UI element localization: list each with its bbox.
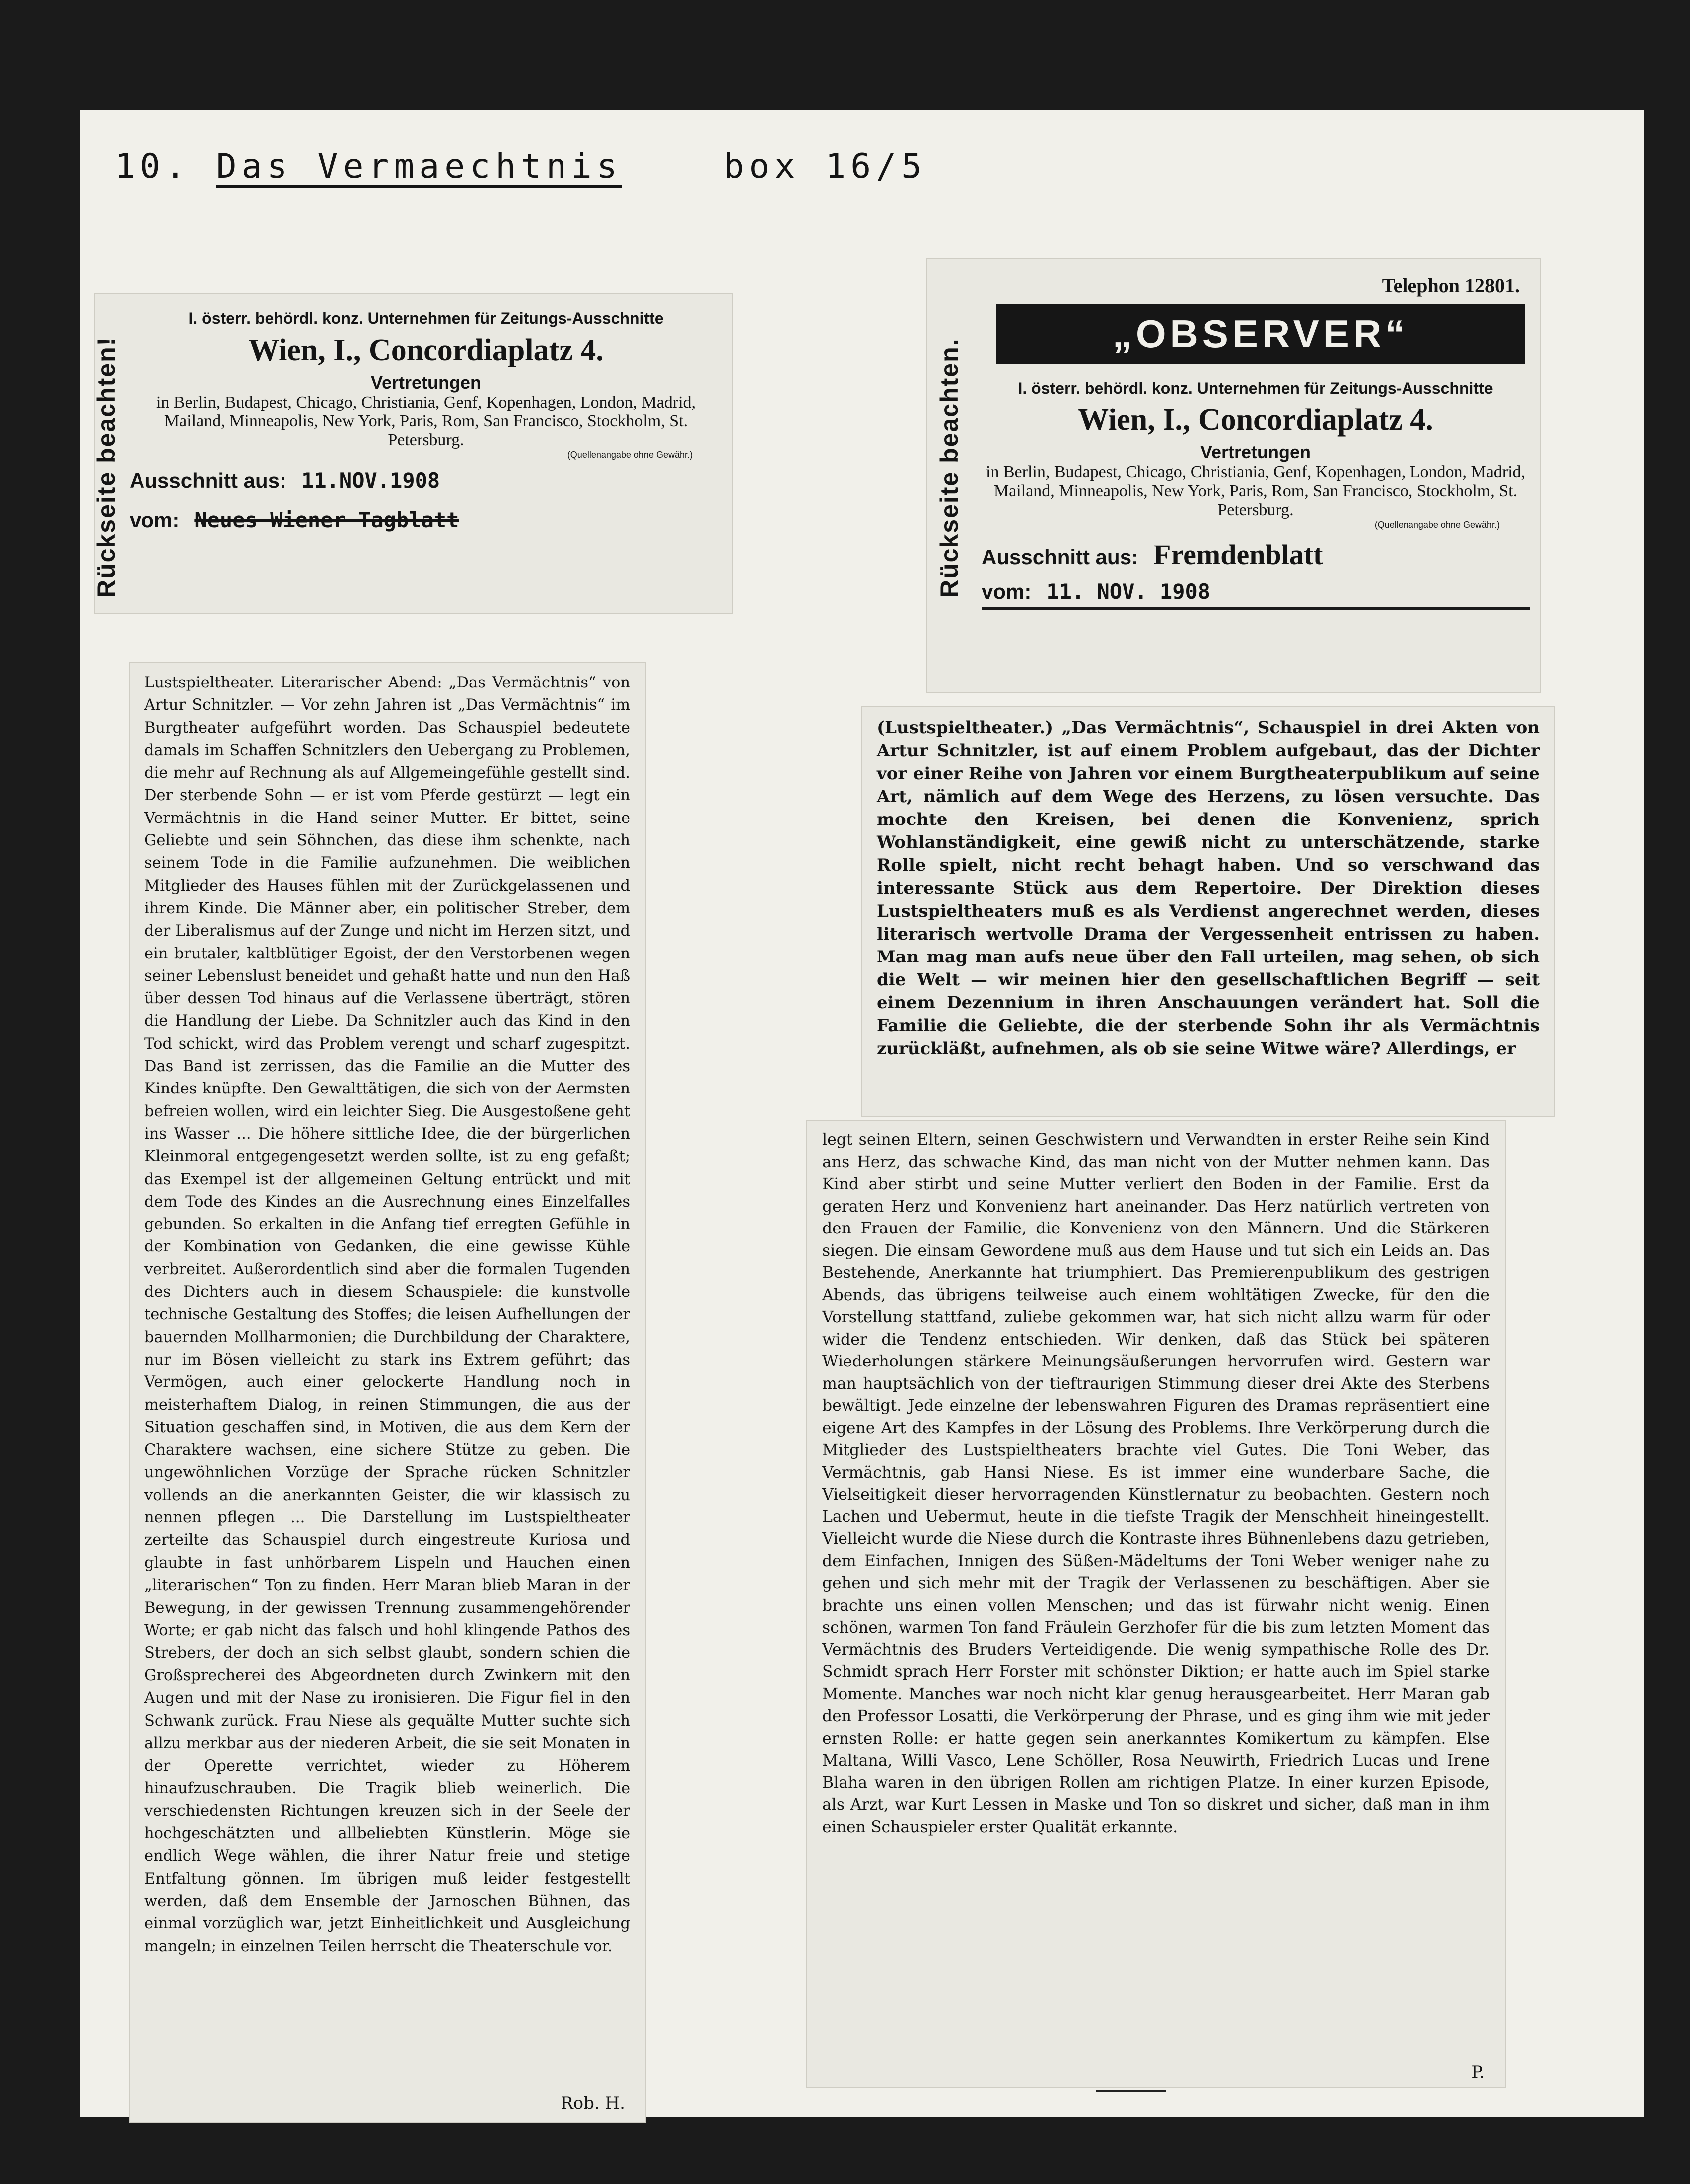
article-left-text: Lustspieltheater. Literarischer Abend: „Das Vermächtnis“ von Artur Schnitzler. — Vor zehn Jahren ist „Das Vermächtnis“ im Burgtheater aufgeführt worden. Das Schauspiel bedeutete damals im Schaffen Schnitzlers den Uebergang zu Problemen, die mehr auf Rechnung als auf Allgemeingefühle gestellt sind. Der sterbende Sohn — er ist vom Pferde gestürzt — legt ein Vermächtnis in die Hand seiner Mutter. Er bittet, seine Geliebte und sein Söhnchen, das diese ihm schenkte, nach seinem Tode in die Familie aufzunehmen. Die weiblichen Mitglieder des Hauses fühlen mit der Zurückgelassenen und ihrem Kinde. Die Männer aber, ein politischer Streber, dem der Liberalismus auf der Zunge und nicht im Herzen sitzt, und ein brutaler, kaltblütiger Egoist, der den Verstorbenen wegen seiner Lebenslust beneidet und gehaßt hatte und nun den Haß über dessen Tod hinaus auf die Verlassene überträgt, stören die Handlung der Liebe. Da Schnitzler auch das Kind in den Tod schickt, wird das Problem verengt und scharf zugespitzt. Das Band ist zerrissen, das die Familie an die Mutter des Kindes knüpfte. Den Gewalttätigen, die sich von der Aermsten befreien wollen, wird ein leichter Sieg. Die Ausgestoßene geht ins Wasser ... Die höhere sittliche Idee, die der bürgerlichen Kleinmoral entgegengesetzt werden sollte, ist zu eng gefaßt; das Exempel ist der allgemeinen Geltung entrückt und mit dem Tode des Kindes an die Ausrechnung eines Einzelfalles gebunden. So erkalten in die Anfang tief erregten Gefühle in der Kombination von Gedanken, die eine gewisse Kühle verbreitet. Außerordentlich sind aber die formalen Tugenden des Dichters auch in diesem Schauspiele: die kunstvolle technische Gestaltung des Stoffes; die leisen Aufhellungen der bauernden Mollharmonien; die Durchbildung der Charaktere, nur im Bösen vielleicht zu stark ins Extrem geführt; das Vermögen, auch einer gelockerte Handlung noch in meisterhaftem Dialog, in reinen Stimmungen, die aus der Situation geschaffen sind, in Motiven, die aus dem Kern der Charaktere wachsen, eine sichere Stütze zu geben. Die ungewöhnlichen Vorzüge der Sprache rücken Schnitzler vollends an die anerkannten Geister, die wir klassisch zu nennen pflegen ... Die Darstellung im Lustspieltheater zerteilte das Schauspiel durch eingestreute Kuriosa und glaubte in fast unhörbarem Lispeln und Hauchen einen „literarischen“ Ton zu finden. Herr Maran blieb Maran in der Bewegung, in der gewissen Trennung zusammengehörender Worte; er gab nicht das falsch und hohl klingende Pathos des Strebers, der doch an sich selbst glaubt, sondern schien die Großsprecherei des Abgeordneten durch Zwinkern mit den Augen und mit der Nase zu ironisieren. Die Figur fiel in den Schwank zurück. Frau Niese als gequälte Mutter suchte sich allzu merkbar aus der niederen Arbeit, die sie seit Monaten in der Operette verrichtet, wieder zu Höherem hinaufzuschrauben. Die Tragik blieb weinerlich. Die verschiedensten Richtungen kreuzen sich in der Seele der hochgeschätzten und allbeliebten Künstlerin. Möge sie endlich Wege wählen, die ihrer Natur freie und stetige Entfaltung gönnen. Im übrigen muß leider festgestellt werden, daß dem Ensemble der Jarnoschen Bühnen, das einmal vorzüglich war, jetzt Einheitlichkeit und Ausgleichung mangeln; in einzelnen Teilen herrscht die Theaterschule vor. (144, 674, 630, 1955)
stamp-vom-row (130, 508, 722, 532)
header-number: 10. (115, 147, 191, 186)
ausschnitt-value: Fremdenblatt (1153, 539, 1323, 571)
stamp-vertretungen: Vertretungen (1200, 442, 1311, 462)
stamp-vom-row (982, 579, 1530, 610)
clipping-stamp-left (92, 294, 732, 613)
vom-value: Neues Wiener Tagblatt (194, 508, 459, 532)
article-right-top-text: (Lustspieltheater.) „Das Vermächtnis“, Schauspiel in drei Akten von Artur Schnitzler, ist auf einem Problem aufgebaut, das der Dichter vor einer Reihe von Jahren vor einem Burgtheaterpublikum auf seine Art, nämlich auf dem Wege des Herzens, zu lösen versuchte. Das mochte den Kreisen, bei denen die Konvenienz, sprich Wohlanständigkeit, eine gewiß nicht zu unterschätzende, starke Rolle spielt, nicht recht behagt haben. Und so verschwand das interessante Stück aus dem Repertoire. Der Direktion dieses Lustspieltheaters muß es als Verdienst angerechnet werden, dieses literarisch wertvolle Drama der Vergessenheit entrissen zu haben. Man mag man aufs neue über den Fall urteilen, mag sehen, ob sich die Welt — wir meinen hier den gesellschaftlichen Begriff — seit einem Dezennium in ihren Anschauungen verändert hat. Soll die Familie die Geliebte, die der sterbende Sohn ihr als Vermächtnis zurückläßt, aufnehmen, als ob sie seine Witwe wäre? Allerdings, er (877, 718, 1540, 1059)
vom-value: 11. NOV. 1908 (1046, 579, 1211, 604)
stamp-company: I. österr. behördl. konz. Unternehmen für Zeitungs-Ausschnitte (1018, 379, 1493, 397)
observer-banner (996, 304, 1525, 364)
page-header (115, 147, 927, 186)
stamp-company: I. österr. behördl. konz. Unternehmen für Zeitungs-Ausschnitte (188, 309, 664, 327)
article-right-bottom-signature: P. (1471, 2062, 1485, 2082)
stamp-source-note: (Quellenangabe ohne Gewähr.) (1374, 520, 1500, 530)
article-right-bottom-text: legt seinen Eltern, seinen Geschwistern und Verwandten in erster Reihe sein Kind ans Herz, das schwache Kind, das man nicht von der Mutter nehmen kann. Das Kind aber stirbt und seine Mutter verliert den Boden in der Familie. Erst da geraten Herz und Konvenienz hart aneinander. Das Herz natürlich vertreten von den Frauen der Familie, die Konvenienz von den Männern. Und die Stärkeren siegen. Die einsam Gewordene muß aus dem Hause und tut sich ein Leids an. Das Bestehende, Anerkannte hat triumphiert. Das Premierenpublikum des gestrigen Abends, das übrigens teilweise auch einem wohltätigen Zwecke, für den die Vorstellung stattfand, zuliebe gekommen war, hat sich nicht allzu warm für oder wider die Tendenz entschieden. Wir denken, daß das Stück bei späteren Wiederholungen stärkere Meinungsäußerungen hervorrufen wird. Gestern war man hauptsächlich von der tieftraurigen Stimmung dieser drei Akte des Sterbens bewältigt. Jede einzelne der lebenswahren Figuren des Dramas repräsentiert eine eigene Art des Kampfes in der Lösung des Problems. Ihre Verkörperung durch die Mitglieder des Lustspieltheaters brachte viel Gutes. Die Toni Weber, das Vermächtnis, gab Hansi Niese. Es ist immer eine wunderbare Sache, die Vielseitigkeit dieser hervorragenden Künstlernatur zu beobachten. Gestern noch Lachen und Uebermut, heute in die tiefste Tragik der Menschheit hineingestellt. Vielleicht wurde die Niese durch die Kontraste ihres Bühnenlebens dazu getrieben, dem Einfachen, Innigen des Süßen-Mädeltums der Toni Weber weniger nahe zu gehen und sich mehr mit der Tragik der Verlassenen zu beschäftigen. Aber sie brachte uns einen vollen Menschen; und das ist fürwahr nicht wenig. Einen schönen, warmen Ton fand Fräulein Gerzhofer für die bis zum letzten Moment das Vermächtnis des Bruders Verteidigende. Die wenig sympathische Rolle des Dr. Schmidt sprach Herr Forster mit schönster Diktion; er hatte auch im Spiel starke Momente. Manches war noch nicht klar genug herausgearbeitet. Herr Maran gab den Professor Losatti, die Verkörperung der Phrase, und es ging ihm wie mit jeder ernsten Rolle: er hatte gegen sein anerkanntes Komikertum zu kämpfen. Else Maltana, Willi Vasco, Lene Schöller, Rosa Neuwirth, Friedrich Lucas und Irene Blaha waren in den übrigen Rollen am richtigen Platze. In einer kurzen Episode, als Arzt, war Kurt Lessen in Maske und Ton so diskret und sicher, daß man in ihm einen Schauspieler erster Qualität erkannte. (822, 1131, 1490, 1836)
article-left-signature: Rob. H. (561, 2093, 625, 2113)
stamp-cities: in Berlin, Budapest, Chicago, Christiania, Genf, Kopenhagen, London, Madrid, Mailand, Minneapolis, New York, Paris, Rom, San Francisco, Stockholm, St. Petersburg. (156, 393, 696, 449)
vom-label: vom: (130, 508, 180, 532)
stamp-address: Wien, I., Concordiaplatz 4. (1078, 403, 1433, 437)
telephone: Telephon 12801. (1382, 274, 1520, 297)
header-box: box 16/5 (723, 147, 927, 186)
brand-name: „OBSERVER“ (1112, 312, 1409, 356)
ausschnitt-label: Ausschnitt aus: (130, 469, 287, 492)
article-left-body (144, 672, 630, 1958)
stamp-address: Wien, I., Concordiaplatz 4. (248, 333, 604, 367)
ausschnitt-label: Ausschnitt aus: (982, 546, 1139, 569)
stamp-body-right (982, 379, 1530, 610)
stamp-body-left (130, 309, 722, 532)
stamp-source-note: (Quellenangabe ohne Gewähr.) (567, 450, 693, 460)
stamp-vertretungen: Vertretungen (370, 372, 482, 393)
divider-rule (1096, 2090, 1166, 2092)
article-right-bottom (807, 1121, 1505, 2087)
side-label-left: Rückseite beachten! (92, 336, 120, 598)
stamp-ausschnitt-row (982, 538, 1530, 571)
header-title: Das Vermaechtnis (216, 147, 622, 186)
stamp-ausschnitt-row (130, 468, 722, 493)
article-right-top-body (877, 716, 1540, 1060)
clipping-stamp-right (927, 259, 1540, 692)
ausschnitt-value: 11.NOV.1908 (301, 468, 440, 493)
article-right-top (862, 707, 1554, 1116)
article-right-bottom-body (822, 1129, 1490, 1838)
side-label-right: Rückseite beachten. (935, 338, 963, 598)
stamp-cities: in Berlin, Budapest, Chicago, Christiania, Genf, Kopenhagen, London, Madrid, Mailand, Minneapolis, New York, Paris, Rom, San Francisco, Stockholm, St. Petersburg. (986, 463, 1526, 519)
vom-label: vom: (982, 580, 1032, 603)
article-left (130, 663, 645, 2122)
